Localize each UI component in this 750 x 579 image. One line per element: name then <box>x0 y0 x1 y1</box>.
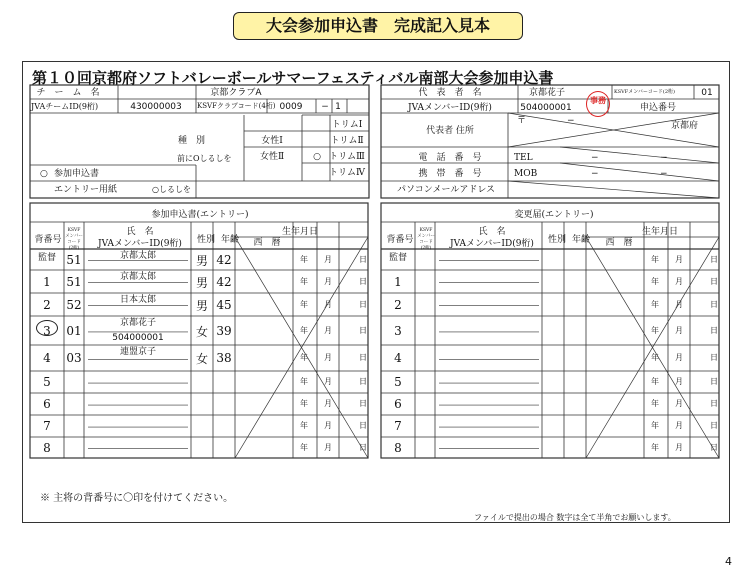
rep-ksvf-code: 01 <box>701 88 713 98</box>
change-row-year: 年 <box>651 299 659 309</box>
change-sex-header: 性別 <box>547 235 567 245</box>
entry-row-name: 京都太郎 <box>119 272 157 282</box>
banner-title: 大会参加申込書 完成記入見本 <box>233 12 523 40</box>
entry-row-year: 年 <box>300 254 308 264</box>
entry-row-year: 年 <box>300 377 308 386</box>
jva-team-id-label: JVAチームID(9桁) <box>31 102 99 111</box>
cross-line <box>560 163 719 181</box>
entry-row-day: 日 <box>359 254 367 264</box>
entry-row-month: 月 <box>324 421 332 430</box>
change-row-num: 5 <box>394 375 402 389</box>
change-row-year: 年 <box>651 325 659 335</box>
change-row-num: 4 <box>394 351 402 365</box>
phone-label: 電 話 番 号 <box>418 153 482 163</box>
tel-label: TEL <box>514 153 533 163</box>
entry-era-header: 西 暦 <box>253 238 281 248</box>
postal-mark: 〒 <box>517 116 527 126</box>
change-row-month: 月 <box>675 442 683 452</box>
entry-application: 参加申込書 <box>54 169 100 179</box>
cross-line <box>508 181 719 198</box>
entry-row-year: 年 <box>300 276 308 286</box>
rep-jva-label: JVAメンバーID(9桁) <box>408 103 492 113</box>
entry-row-month: 月 <box>324 299 332 309</box>
entry-row-day: 日 <box>359 353 367 362</box>
mob-dash-1: − <box>591 169 599 179</box>
entry-table-title: 参加申込書(エントリー) <box>151 210 249 220</box>
entry-row-age: 38 <box>216 351 232 365</box>
entry-row-sex: 女 <box>195 352 209 366</box>
entry-row-num: 5 <box>43 375 51 389</box>
change-row-month: 月 <box>675 377 683 386</box>
change-row-year: 年 <box>651 254 659 264</box>
apply-number-label: 申込番号 <box>639 103 677 113</box>
change-row-month: 月 <box>675 421 683 430</box>
entry-row-month: 月 <box>324 442 332 452</box>
change-jva-header: JVAメンバーID(9桁) <box>450 239 534 249</box>
mob-dash-2: − <box>660 169 668 179</box>
page-number: 4 <box>725 555 732 568</box>
entry-row-code: 52 <box>66 297 82 312</box>
entry-mark: ○ <box>40 169 48 179</box>
change-row-month: 月 <box>675 299 683 309</box>
change-row-year: 年 <box>651 421 659 430</box>
jva-team-id: 430000003 <box>130 102 182 112</box>
entry-row-year: 年 <box>300 353 308 362</box>
entry-row-sex: 男 <box>195 275 209 290</box>
entry-row-age: 42 <box>216 252 232 267</box>
change-row-num: 7 <box>394 419 402 433</box>
change-birth-header: 生年月日 <box>641 227 679 237</box>
trim-1: トリムⅠ <box>331 120 363 130</box>
entry-row-day: 日 <box>359 299 367 309</box>
mob-label: MOB <box>514 169 538 179</box>
entry-row-day: 日 <box>359 377 367 386</box>
entry-row-num: 7 <box>43 419 51 433</box>
josei-2: 女性Ⅱ <box>259 152 285 162</box>
change-row-day: 日 <box>710 399 718 408</box>
entry-row-num: 1 <box>43 274 51 289</box>
entry-row-sex: 男 <box>195 298 209 313</box>
change-row-year: 年 <box>651 399 659 408</box>
change-row-month: 月 <box>675 353 683 362</box>
form-title: 第１０回京都府ソフトバレーボールサマーフェスティバル南部大会参加申込書 <box>32 69 554 87</box>
entry-row-sex: 女 <box>195 324 209 339</box>
entry-age-header: 年齢 <box>220 235 240 245</box>
change-row-day: 日 <box>710 421 718 430</box>
change-row-month: 月 <box>675 276 683 286</box>
seal-stamp: 事務 <box>586 91 610 117</box>
mark-note: ○しるしを <box>152 185 191 194</box>
trim-4: トリムⅣ <box>329 168 365 178</box>
entry-row-code: 51 <box>66 252 82 267</box>
rep-jva-id: 504000001 <box>520 103 572 113</box>
mobile-label: 携 帯 番 号 <box>418 169 482 179</box>
entry-birth-header: 生年月日 <box>281 227 319 237</box>
entry-sheet: エントリー用紙 <box>54 185 118 195</box>
prefecture: 京都府 <box>671 121 699 131</box>
change-row-year: 年 <box>651 276 659 286</box>
entry-row-day: 日 <box>359 276 367 286</box>
entry-ksvf-header: KSVF メンバー コード (2桁) <box>65 228 83 251</box>
change-row-num: 2 <box>394 297 402 312</box>
entry-row-year: 年 <box>300 399 308 408</box>
footnote: ※ 主将の背番号に〇印を付けてください。 <box>40 493 234 504</box>
entry-num-header: 背番号 <box>34 235 62 245</box>
entry-row-day: 日 <box>359 399 367 408</box>
entry-row-code: 03 <box>66 351 82 365</box>
entry-row-year: 年 <box>300 325 308 335</box>
entry-row-code: 51 <box>66 274 82 289</box>
change-table-title: 変更届(エントリー) <box>514 210 594 220</box>
entry-row-num: 3 <box>43 323 51 338</box>
tel-dash-1: − <box>591 153 599 163</box>
change-row-month: 月 <box>675 254 683 264</box>
entry-row-num: 2 <box>43 297 51 312</box>
entry-row-month: 月 <box>324 353 332 362</box>
change-row-year: 年 <box>651 442 659 452</box>
email-label: パソコンメールアドレス <box>396 185 496 195</box>
entry-row-sex: 男 <box>195 253 209 268</box>
entry-row-day: 日 <box>359 325 367 335</box>
entry-row-name: 連盟京子 <box>119 347 157 357</box>
entry-row-num: 6 <box>43 397 51 411</box>
entry-row-num: 監督 <box>37 252 57 263</box>
entry-jva-header: JVAメンバーID(9桁) <box>98 239 182 249</box>
entry-row-num: 8 <box>43 440 51 455</box>
entry-row-num: 4 <box>43 351 51 365</box>
entry-row-year: 年 <box>300 421 308 430</box>
code-branch: 1 <box>335 102 341 112</box>
rep-address-label: 代表者 住所 <box>426 126 474 136</box>
change-row-num: 監督 <box>388 252 408 263</box>
entry-sex-header: 性別 <box>196 235 216 245</box>
rep-ksvf-label: KSVFメンバーコード(2桁) <box>614 89 675 95</box>
entry-row-name: 京都太郎 <box>119 251 157 261</box>
change-row-day: 日 <box>710 276 718 286</box>
ksvf-club-label: KSVFクラブコード(4桁) <box>197 102 276 110</box>
entry-row-month: 月 <box>324 325 332 335</box>
rep-name: 京都花子 <box>528 88 566 98</box>
team-name-label: チ ー ム 名 <box>36 88 100 98</box>
entry-row-age: 45 <box>216 297 232 312</box>
entry-row-month: 月 <box>324 254 332 264</box>
postal-dash: − <box>567 116 575 126</box>
entry-row-age: 39 <box>216 323 232 338</box>
captain-circle <box>36 320 58 336</box>
entry-row-month: 月 <box>324 377 332 386</box>
entry-row-year: 年 <box>300 442 308 452</box>
trim-3: トリムⅢ <box>329 152 365 162</box>
change-row-month: 月 <box>675 325 683 335</box>
change-num-header: 背番号 <box>386 235 414 245</box>
cross-line <box>560 147 719 163</box>
entry-row-code: 01 <box>66 323 82 338</box>
entry-row-month: 月 <box>324 399 332 408</box>
change-row-year: 年 <box>651 353 659 362</box>
josei-1: 女性Ⅰ <box>261 136 283 146</box>
team-name: 京都クラブA <box>210 88 262 98</box>
change-row-num: 8 <box>394 440 402 455</box>
category-label: 種 別 <box>178 136 206 146</box>
change-row-day: 日 <box>710 254 718 264</box>
entry-row-name: 京都花子 <box>119 318 157 328</box>
change-row-day: 日 <box>710 353 718 362</box>
change-age-header: 年齢 <box>571 235 591 245</box>
category-note: 前にOしるしを <box>177 154 232 163</box>
file-note: ファイルで提出の場合 数字は全て半角でお願いします。 <box>474 513 676 522</box>
code-dash: − <box>321 102 329 112</box>
entry-row-month: 月 <box>324 276 332 286</box>
change-era-header: 西 暦 <box>605 238 633 248</box>
entry-row-year: 年 <box>300 299 308 309</box>
entry-row-age: 42 <box>216 274 232 289</box>
entry-row-day: 日 <box>359 442 367 452</box>
change-row-num: 1 <box>394 274 402 289</box>
change-row-day: 日 <box>710 299 718 309</box>
change-row-year: 年 <box>651 377 659 386</box>
change-row-day: 日 <box>710 442 718 452</box>
change-ksvf-header: KSVF メンバー コード (2桁) <box>417 228 435 251</box>
change-row-day: 日 <box>710 377 718 386</box>
trim-2: トリムⅡ <box>330 136 364 146</box>
change-row-num: 6 <box>394 397 402 411</box>
entry-row-id: 504000001 <box>112 332 164 343</box>
entry-row-name: 日本太郎 <box>119 295 157 305</box>
tel-dash-2: − <box>660 153 668 163</box>
change-row-month: 月 <box>675 399 683 408</box>
entry-name-header: 氏 名 <box>126 227 154 237</box>
ksvf-club-code: 0009 <box>279 102 303 112</box>
entry-row-day: 日 <box>359 421 367 430</box>
change-row-day: 日 <box>710 325 718 335</box>
trim-2-mark: ○ <box>313 152 321 162</box>
change-row-num: 3 <box>394 323 402 338</box>
change-name-header: 氏 名 <box>478 227 506 237</box>
rep-name-label: 代 表 者 名 <box>418 88 482 98</box>
